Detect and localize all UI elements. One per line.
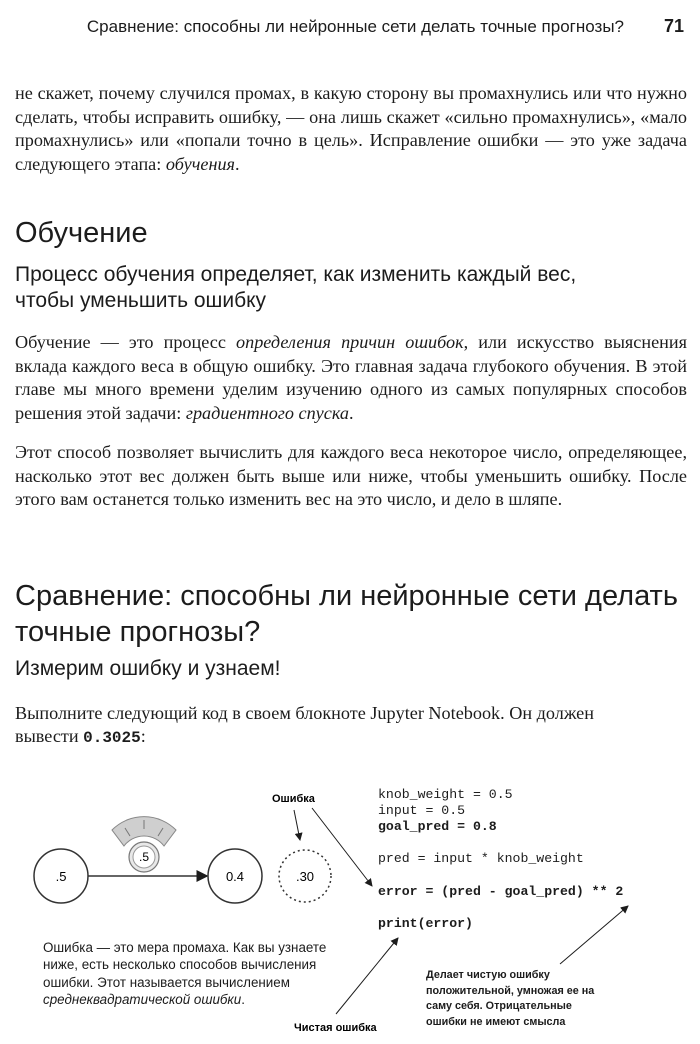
output-node-label: 0.4 [225,869,245,884]
input-node-label: .5 [55,869,67,884]
inline-code-result: 0.3025 [83,729,141,747]
running-header [0,14,686,42]
learning-paragraph-2: Этот способ позволяет вычислить для каждого веса некоторое число, определяющее, насколько этот вес должен быть выше или ниже, чтобы уменьшить ошибку. После этого вам останется только изменить вес на это число, и дело в шляпе. [15,442,687,510]
header-title: Сравнение: способны ли нейронные сети делать точные прогнозы? [86,17,624,36]
code-line: error = (pred - goal_pred) ** 2 [378,884,624,899]
emphasis-learning: обучения [165,153,236,174]
pure-error-label: Чистая ошибка [294,1022,377,1034]
pure-error-arrow [336,938,398,1014]
square-note-arrow [560,906,628,964]
page-number: 71 [663,16,684,36]
code-line: print(error) [378,916,473,931]
knob-dial-label: .5 [138,850,150,864]
compare-paragraph-line1: Выполните следующий код в своем блокноте Jupyter Notebook. Он должен [15,703,594,723]
code-line: goal_pred = 0.8 [378,819,497,834]
figure-caption: Ошибка — это мера промаха. Как вы узнаете ниже, есть несколько способов вычисления ошибки. Этот называется вычислением среднеквадратической ошибки. [43,940,327,1008]
section-heading-compare-1: Сравнение: способны ли нейронные сети делать [15,580,678,612]
intro-paragraph: не скажет, почему случился промах, в какую сторону вы промахнулись или что нужно сделать, чтобы исправить ошибку, — она лишь скажет «сильно промахнулись», «мало промахнулись» или «попали точно в цель». Исправление ошибки — это уже задача следующего этапа: обучения. [15,83,687,174]
learning-paragraph-1: Обучение — это процесс определения причин ошибок, или искусство выяснения вклада каждого веса в общую ошибку. Это главная задача глубокого обучения. В этой главе мы много времени уделим изучению одного из самых популярных способов решения этой задачи: градиентного спуска. [15,332,688,423]
square-note: Делает чистую ошибку положительной, умножая ее на саму себя. Отрицательные ошибки не имеют смысла [426,969,595,1028]
code-line: input = 0.5 [378,803,466,818]
section-heading-learning: Обучение [15,217,148,249]
error-node-label: .30 [295,869,315,884]
subheading-compare: Измерим ошибку и узнаем! [15,657,281,680]
code-line: pred = input * knob_weight [378,851,584,866]
compare-paragraph-line2: вывести 0.3025: [15,726,146,747]
error-label-arrow [294,810,300,840]
error-label: Ошибка [272,793,315,805]
subheading-learning-1: Процесс обучения определяет, как изменить каждый вес, [15,263,577,286]
code-line: knob_weight = 0.5 [378,787,513,802]
section-heading-compare-2: точные прогнозы? [15,616,261,648]
subheading-learning-2: чтобы уменьшить ошибку [15,289,267,312]
